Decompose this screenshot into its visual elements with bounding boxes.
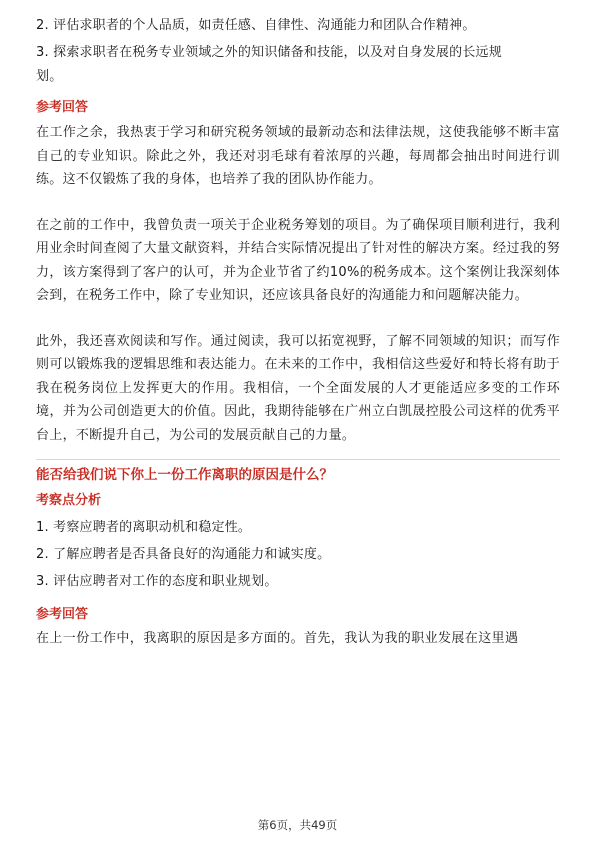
analysis-heading: 考察点分析: [36, 493, 102, 508]
list-item: 2. 了解应聘者是否具备良好的沟通能力和诚实度。: [36, 547, 331, 562]
answer-heading: 参考回答: [36, 607, 89, 622]
list-item: 划。: [36, 69, 63, 84]
page-content: [36, 14, 560, 650]
answer-paragraph: 在工作之余，我热衷于学习和研究税务领域的最新动态和法律法规，这使我能够不断丰富自己的专业知识。除此之外，我还对羽毛球有着浓厚的兴趣，每周都会抽出时间进行训练。这不仅锻炼了我的身体，也培养了我的团队协作能力。: [36, 125, 560, 187]
question-title: 能否给我们说下你上一份工作离职的原因是什么？: [36, 467, 333, 483]
list-item: 2. 评估求职者的个人品质，如责任感、自律性、沟通能力和团队合作精神。: [36, 18, 476, 33]
answer-paragraph: 此外，我还喜欢阅读和写作。通过阅读，我可以拓宽视野，了解不同领域的知识；而写作则可以锻炼我的逻辑思维和表达能力。在未来的工作中，我相信这些爱好和特长将有助于我在税务岗位上发挥更大的作用。我相信，一个全面发展的人才更能适应多变的工作环境，并为公司创造更大的价值。因此，我期待能够在广州立白凯晟控股公司这样的优秀平台上，不断提升自己，为公司的发展贡献自己的力量。: [36, 333, 560, 443]
section-divider: [36, 459, 560, 460]
list-item: 3. 探索求职者在税务专业领域之外的知识储备和技能，以及对自身发展的长远规: [36, 45, 502, 60]
answer-heading: 参考回答: [36, 100, 89, 115]
page-number: 第6页，共49页: [257, 818, 338, 832]
answer-paragraph: 在上一份工作中，我离职的原因是多方面的。首先，我认为我的职业发展在这里遇: [36, 631, 519, 646]
list-item: 3. 评估应聘者对工作的态度和职业规划。: [36, 574, 278, 589]
list-item: 1. 考察应聘者的离职动机和稳定性。: [36, 520, 252, 535]
answer-paragraph: 在之前的工作中，我曾负责一项关于企业税务筹划的项目。为了确保项目顺利进行，我利用业余时间查阅了大量文献资料，并结合实际情况提出了针对性的解决方案。经过我的努力，该方案得到了客户的认可，并为企业节省了约10%的税务成本。这个案例让我深刻体会到，在税务工作中，除了专业知识，还应该具备良好的沟通能力和问题解决能力。: [36, 217, 560, 303]
